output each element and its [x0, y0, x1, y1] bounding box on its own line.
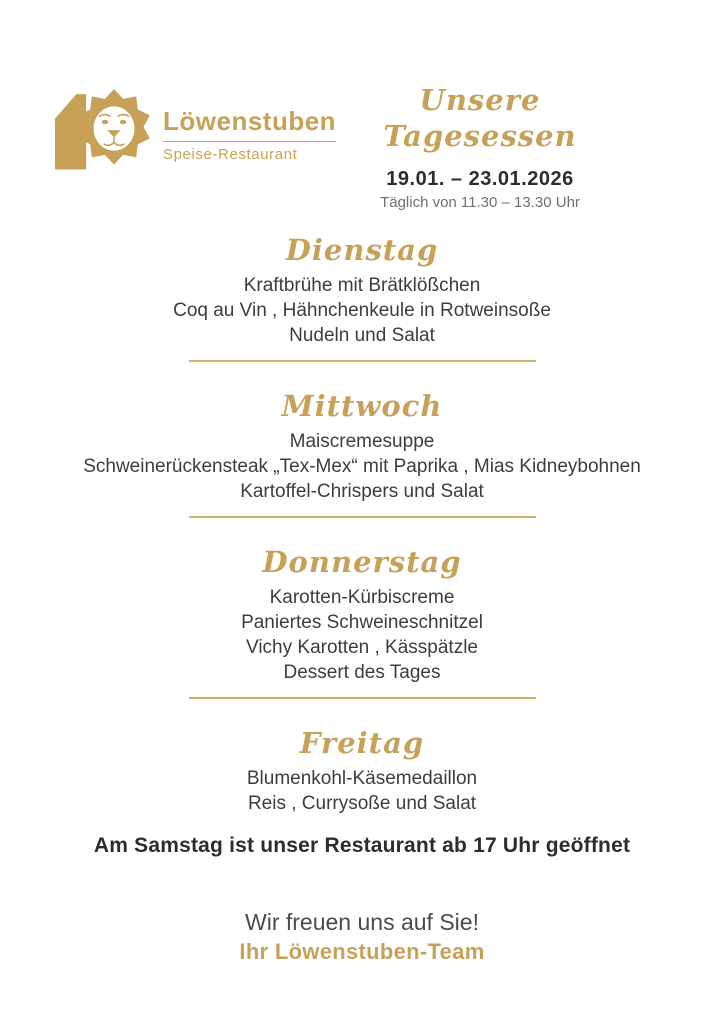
dish-line: Reis , Currysoße und Salat [247, 793, 477, 814]
day-title: Mittwoch [281, 389, 443, 423]
dish-line: Nudeln und Salat [289, 325, 435, 346]
page-title: Unsere Tagesessen [383, 83, 577, 153]
dish-line: Maiscremesuppe [289, 431, 435, 452]
day-title: Freitag [299, 726, 425, 760]
day-section [0, 388, 724, 518]
dish-line: Schweinerückensteak „Tex-Mex“ mit Paprika , Mias Kidneybohnen [83, 456, 641, 477]
dish-line: Kartoffel-Chrispers und Salat [240, 481, 484, 502]
section-divider [189, 516, 536, 518]
header [0, 0, 724, 211]
dish-line: Dessert des Tages [283, 662, 441, 683]
restaurant-logo [55, 76, 336, 181]
day-section [0, 232, 724, 362]
section-divider [189, 697, 536, 699]
title-block [335, 82, 625, 211]
section-divider [189, 360, 536, 362]
dish-line: Karotten-Kürbiscreme [269, 587, 455, 608]
dish-list [0, 429, 724, 504]
date-range: 19.01. – 23.01.2026 [386, 168, 574, 190]
day-title: Dienstag [285, 233, 439, 267]
day-title: Donnerstag [262, 545, 462, 579]
dish-list [0, 766, 724, 816]
dish-line: Kraftbrühe mit Brätklößchen [243, 275, 481, 296]
menu-sections [0, 232, 724, 816]
day-section [0, 544, 724, 699]
saturday-note: Am Samstag ist unser Restaurant ab 17 Uhr geöffnet [93, 834, 631, 857]
dish-line: Paniertes Schweineschnitzel [241, 612, 483, 633]
footer-greeting: Wir freuen uns auf Sie! [245, 909, 479, 935]
dish-line: Blumenkohl-Käsemedaillon [246, 768, 478, 789]
dish-line: Coq au Vin , Hähnchenkeule in Rotweinsoße [173, 300, 551, 321]
logo-text [163, 106, 336, 163]
dish-list [0, 273, 724, 348]
day-section [0, 725, 724, 816]
brand-name: Löwenstuben [163, 106, 336, 142]
footer [0, 907, 724, 965]
brand-tagline: Speise-Restaurant [163, 146, 298, 163]
footer-team: Ihr Löwenstuben-Team [239, 939, 485, 964]
dish-list [0, 585, 724, 685]
opening-hours: Täglich von 11.30 – 13.30 Uhr [380, 194, 580, 211]
lion-icon [55, 76, 155, 181]
dish-line: Vichy Karotten , Kässpätzle [246, 637, 478, 658]
